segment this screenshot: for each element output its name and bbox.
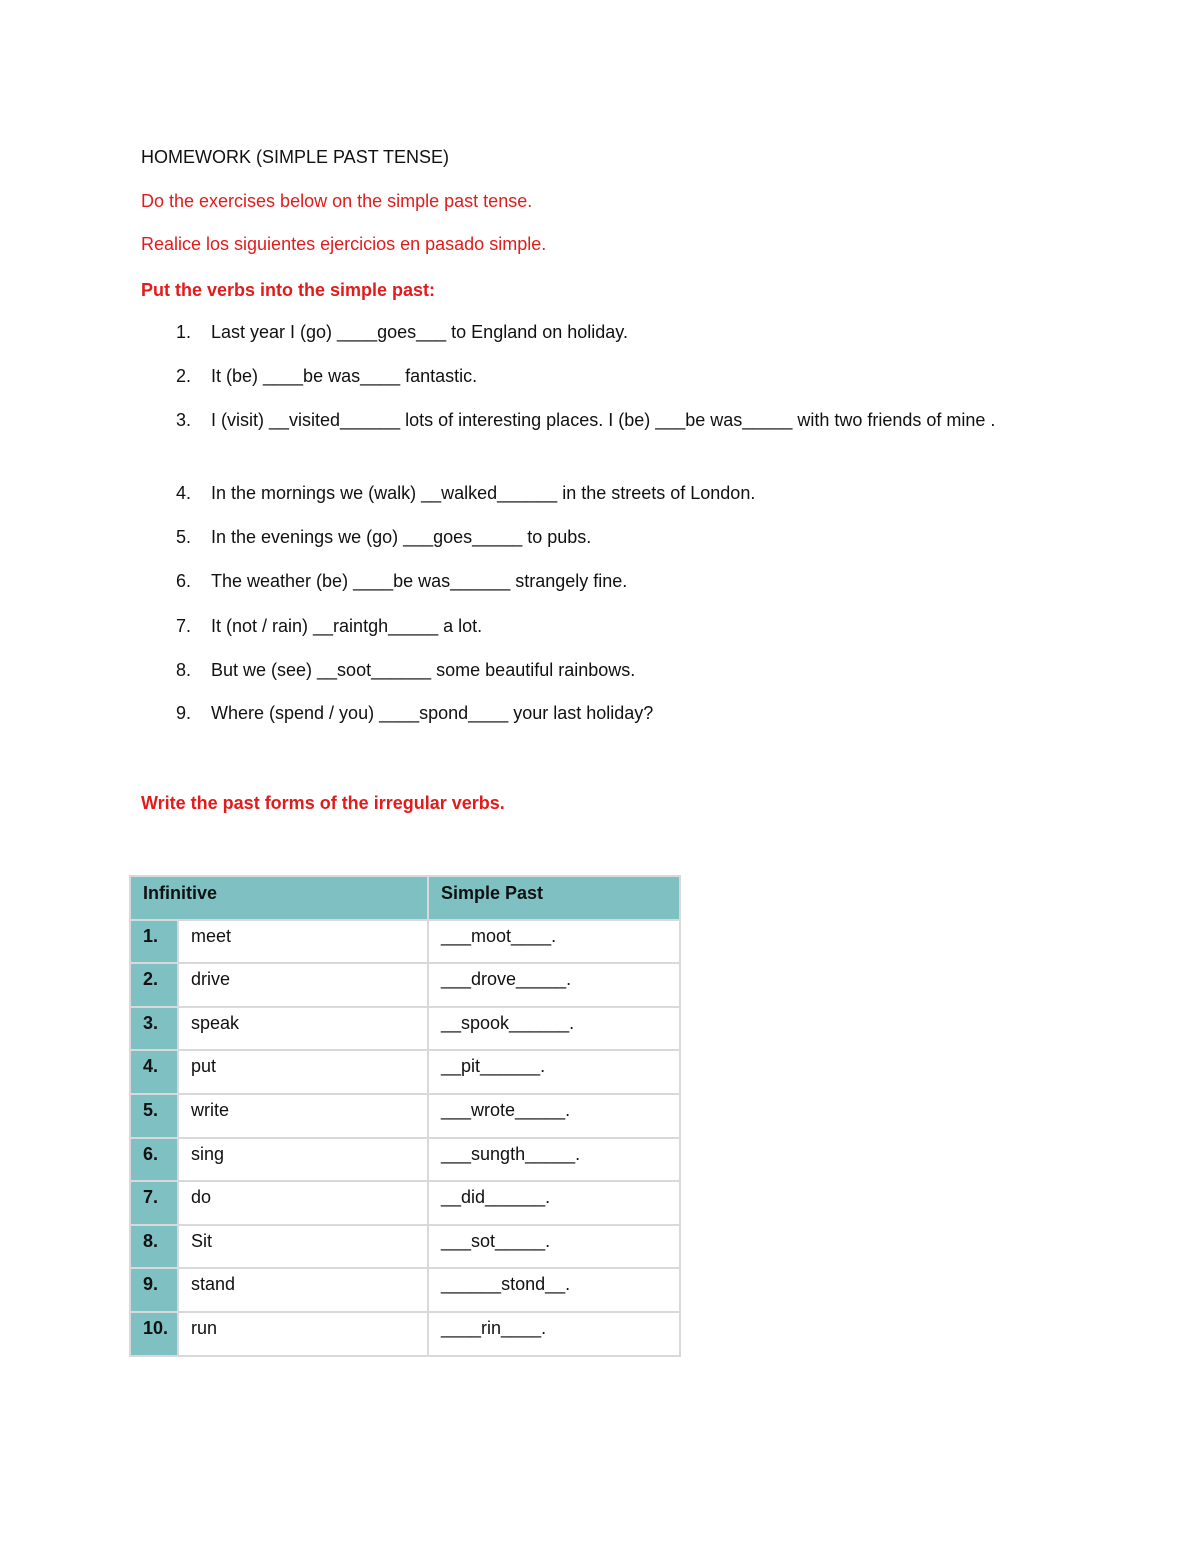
infinitive-cell: do <box>178 1181 428 1225</box>
row-number: 6. <box>130 1138 178 1182</box>
row-number: 7. <box>130 1181 178 1225</box>
table-row <box>130 1181 680 1225</box>
header-infinitive: Infinitive <box>130 876 428 920</box>
past-cell: ___sungth_____. <box>428 1138 680 1182</box>
infinitive-cell: run <box>178 1312 428 1356</box>
exercise-text: It (be) ____be was____ fantastic. <box>211 366 478 386</box>
infinitive-cell: sing <box>178 1138 428 1182</box>
exercise-text: Where (spend / you) ____spond____ your last holiday? <box>211 703 654 723</box>
exercise-number: 7. <box>176 616 192 636</box>
infinitive-cell: Sit <box>178 1225 428 1269</box>
row-number: 1. <box>130 920 178 964</box>
row-number: 9. <box>130 1268 178 1312</box>
infinitive-cell: put <box>178 1050 428 1094</box>
table-row <box>130 1225 680 1269</box>
table-row <box>130 920 680 964</box>
exercise-number: 6. <box>176 571 192 591</box>
table-row <box>130 1268 680 1312</box>
exercise-number: 3. <box>176 410 192 430</box>
table-row <box>130 1138 680 1182</box>
instruction-english: Do the exercises below on the simple past tense. <box>141 191 533 211</box>
table-row <box>130 1050 680 1094</box>
table-row <box>130 1007 680 1051</box>
infinitive-cell: speak <box>178 1007 428 1051</box>
instruction-spanish: Realice los siguientes ejercicios en pasado simple. <box>141 234 547 254</box>
past-cell: ______stond__. <box>428 1268 680 1312</box>
infinitive-cell: drive <box>178 963 428 1007</box>
past-cell: ___wrote_____. <box>428 1094 680 1138</box>
past-cell: __did______. <box>428 1181 680 1225</box>
exercise-text: In the mornings we (walk) __walked______ in the streets of London. <box>211 483 756 503</box>
table-row <box>130 963 680 1007</box>
past-cell: ___moot____. <box>428 920 680 964</box>
exercise-number: 1. <box>176 322 192 342</box>
past-cell: ___drove_____. <box>428 963 680 1007</box>
past-cell: ____rin____. <box>428 1312 680 1356</box>
row-number: 2. <box>130 963 178 1007</box>
exercise-number: 9. <box>176 703 192 723</box>
row-number: 8. <box>130 1225 178 1269</box>
exercise-text: But we (see) __soot______ some beautiful rainbows. <box>211 660 636 680</box>
irregular-verbs-table <box>129 875 681 1357</box>
row-number: 3. <box>130 1007 178 1051</box>
exercise-number: 2. <box>176 366 192 386</box>
part1-heading: Put the verbs into the simple past: <box>141 280 436 300</box>
exercise-number: 4. <box>176 483 192 503</box>
past-cell: __spook______. <box>428 1007 680 1051</box>
exercise-text: Last year I (go) ____goes___ to England on holiday. <box>211 322 628 342</box>
table-row <box>130 1094 680 1138</box>
exercise-text: It (not / rain) __raintgh_____ a lot. <box>211 616 483 636</box>
exercise-text: I (visit) __visited______ lots of interesting places. I (be) ___be was_____ with two friends of mine . <box>211 410 996 430</box>
table-row <box>130 1312 680 1356</box>
header-simple-past: Simple Past <box>428 876 680 920</box>
exercise-text: The weather (be) ____be was______ strangely fine. <box>211 571 628 591</box>
exercise-number: 8. <box>176 660 192 680</box>
past-cell: __pit______. <box>428 1050 680 1094</box>
row-number: 4. <box>130 1050 178 1094</box>
exercise-number: 5. <box>176 527 192 547</box>
infinitive-cell: meet <box>178 920 428 964</box>
exercise-text: In the evenings we (go) ___goes_____ to pubs. <box>211 527 592 547</box>
part2-heading: Write the past forms of the irregular verbs. <box>141 793 505 813</box>
page-title: HOMEWORK (SIMPLE PAST TENSE) <box>141 147 450 167</box>
row-number: 10. <box>130 1312 178 1356</box>
table-header-row <box>130 876 680 920</box>
past-cell: ___sot_____. <box>428 1225 680 1269</box>
infinitive-cell: stand <box>178 1268 428 1312</box>
row-number: 5. <box>130 1094 178 1138</box>
infinitive-cell: write <box>178 1094 428 1138</box>
